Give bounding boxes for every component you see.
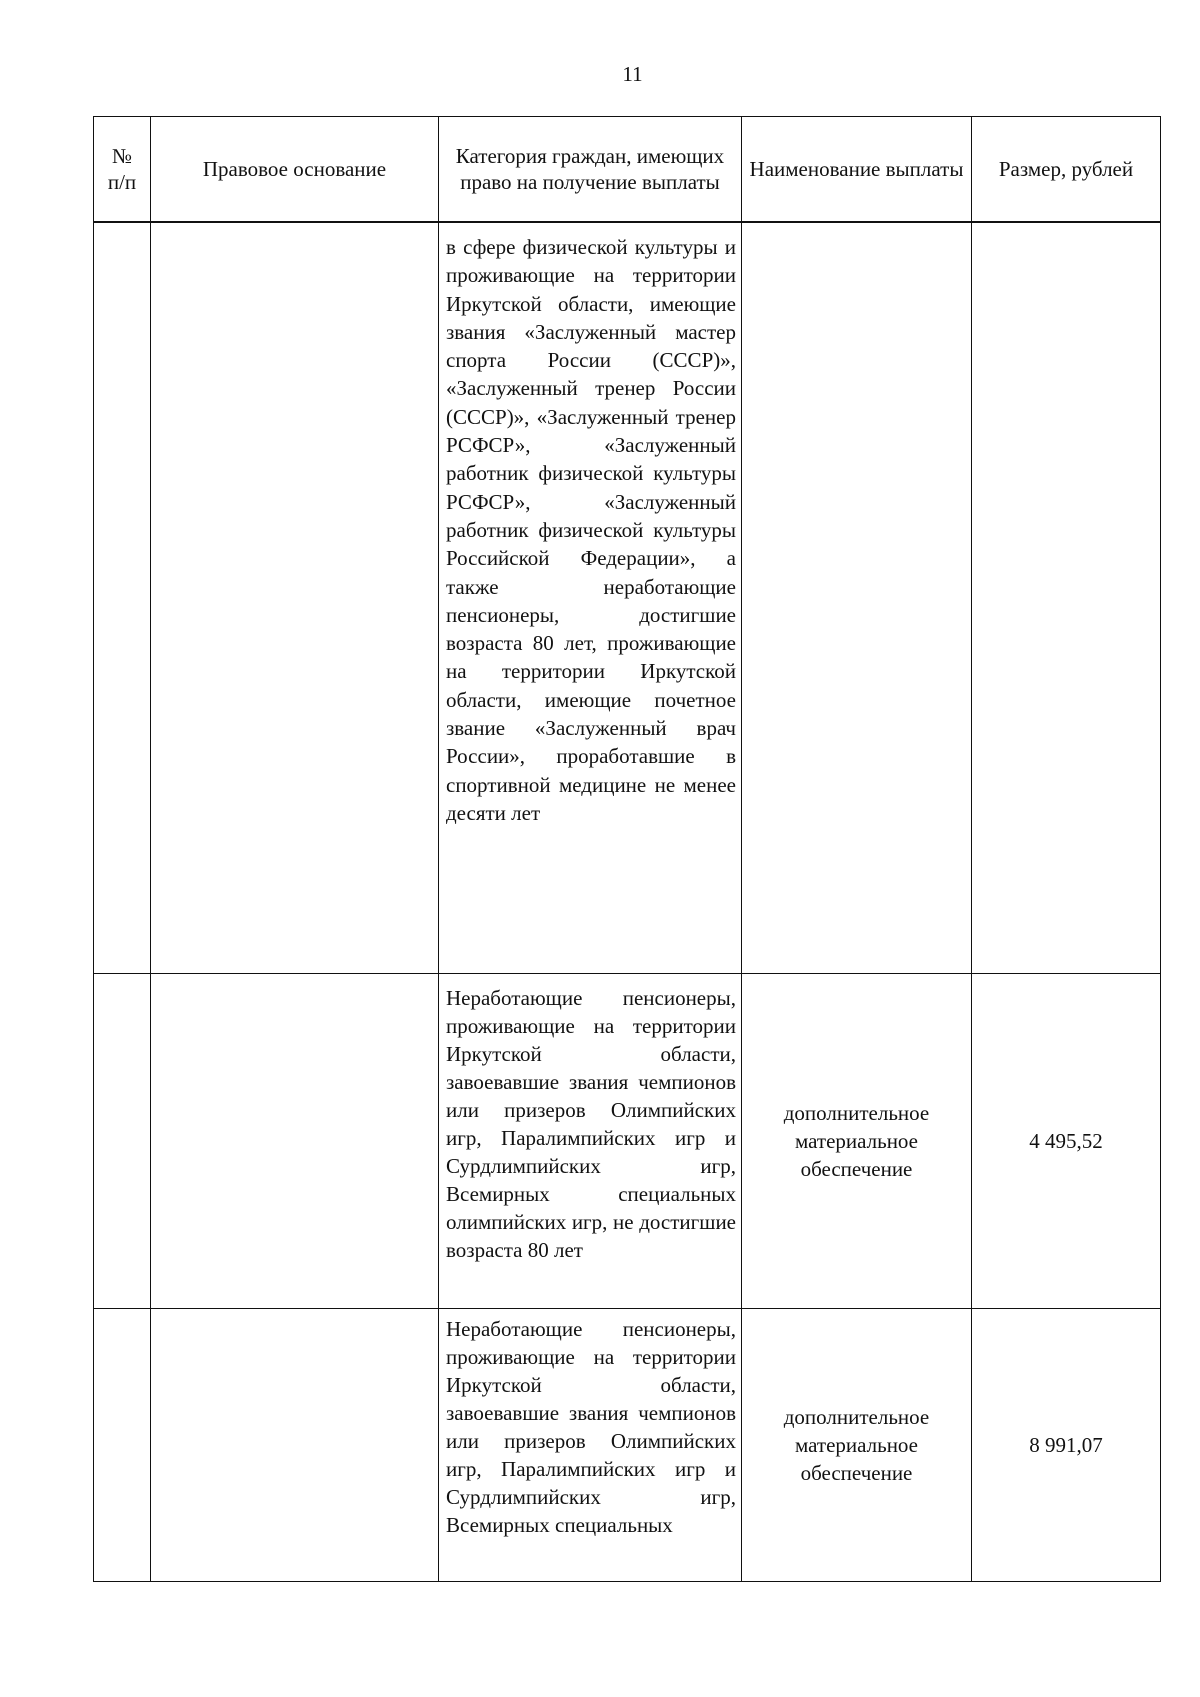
cell-amount: 4 495,52 (972, 974, 1161, 1309)
cell-amount (972, 222, 1161, 974)
payments-table (93, 116, 1161, 1582)
table-row (94, 1309, 1161, 1582)
cell-num (94, 222, 151, 974)
cell-payment-name (742, 222, 972, 974)
cell-category: Неработающие пенсионеры, проживающие на территории Иркутской области, завоевавшие звания чемпионов или призеров Олимпийских игр, Паралимпийских игр и Сурдлимпийских игр, Всемирных специальных (439, 1309, 742, 1582)
cell-num (94, 974, 151, 1309)
page-number: 11 (622, 62, 643, 86)
cell-category: Неработающие пенсионеры, проживающие на территории Иркутской области, завоевавшие звания чемпионов или призеров Олимпийских игр, Паралимпийских игр и Сурдлимпийских игр, Всемирных специальных олимпийских игр, не достигшие возраста 80 лет (439, 974, 742, 1309)
cell-payment-name: дополнительное материальное обеспечение (742, 974, 972, 1309)
cell-num (94, 1309, 151, 1582)
table-header-row (94, 117, 1161, 223)
table-row (94, 222, 1161, 974)
cell-category: в сфере физической культуры и проживающие на территории Иркутской области, имеющие звания «Заслуженный мастер спорта России (СССР)», «Заслуженный тренер России (СССР)», «Заслуженный тренер РСФСР», «Заслуженный работник физической культуры РСФСР», «Заслуженный работник физической культуры Российской Федерации», а также неработающие пенсионеры, достигшие возраста 80 лет, проживающие на территории Иркутской области, имеющие почетное звание «Заслуженный врач России», проработавшие в спортивной медицине не менее десяти лет (439, 222, 742, 974)
header-payment-name: Наименование выплаты (742, 117, 972, 223)
cell-legal-basis (151, 974, 439, 1309)
header-amount: Размер, рублей (972, 117, 1161, 223)
cell-amount: 8 991,07 (972, 1309, 1161, 1582)
cell-legal-basis (151, 222, 439, 974)
header-category: Категория граждан, имеющих право на получение выплаты (439, 117, 742, 223)
cell-legal-basis (151, 1309, 439, 1582)
header-legal-basis: Правовое основание (151, 117, 439, 223)
header-num: № п/п (94, 117, 151, 223)
table-row (94, 974, 1161, 1309)
cell-payment-name: дополнительное материальное обеспечение (742, 1309, 972, 1582)
